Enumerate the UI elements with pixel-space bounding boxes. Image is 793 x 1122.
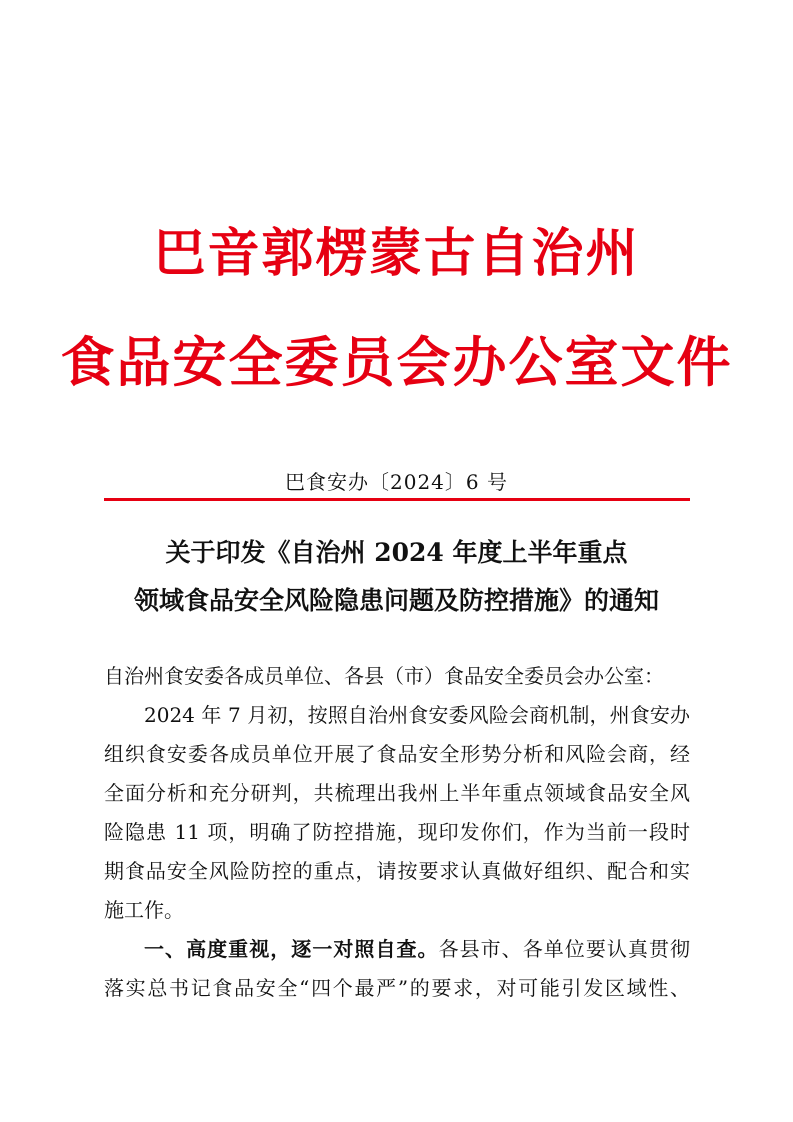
- body-line: 组织食安委各成员单位开展了食品安全形势分析和风险会商，经: [104, 742, 690, 766]
- notice-title-line1: 关于印发《自治州 2024 年度上半年重点: [165, 538, 628, 567]
- body-line: [144, 939, 690, 959]
- section-heading: 一、高度重视，逐一对照自查。: [144, 937, 439, 961]
- body-line: 期食品安全风险防控的重点，请按要求认真做好组织、配合和实: [104, 859, 690, 883]
- notice-title-line2: 领域食品安全风险隐患问题及防控措施》的通知: [133, 586, 659, 615]
- document-number: 巴食安办〔2024〕6 号: [285, 470, 508, 494]
- body-line: 险隐患 11 项，明确了防控措施，现印发你们，作为当前一段时: [104, 820, 690, 844]
- red-divider-line: [104, 498, 690, 501]
- body-line: 2024 年 7 月初，按照自治州食安委风险会商机制，州食安办: [144, 703, 690, 727]
- org-title-line1: 巴音郭楞蒙古自治州: [153, 223, 640, 284]
- org-title-line2: 食品安全委员会办公室文件: [60, 330, 733, 394]
- body-text: 各县市、各单位要认真贯彻: [438, 937, 691, 961]
- body-line: 落实总书记食品安全“四个最严”的要求，对可能引发区域性、: [104, 976, 690, 1000]
- addressee: 自治州食安委各成员单位、各县（市）食品安全委员会办公室：: [104, 664, 664, 688]
- body-line: 施工作。: [104, 898, 184, 922]
- body-line: 全面分析和充分研判，共梳理出我州上半年重点领域食品安全风: [104, 781, 690, 805]
